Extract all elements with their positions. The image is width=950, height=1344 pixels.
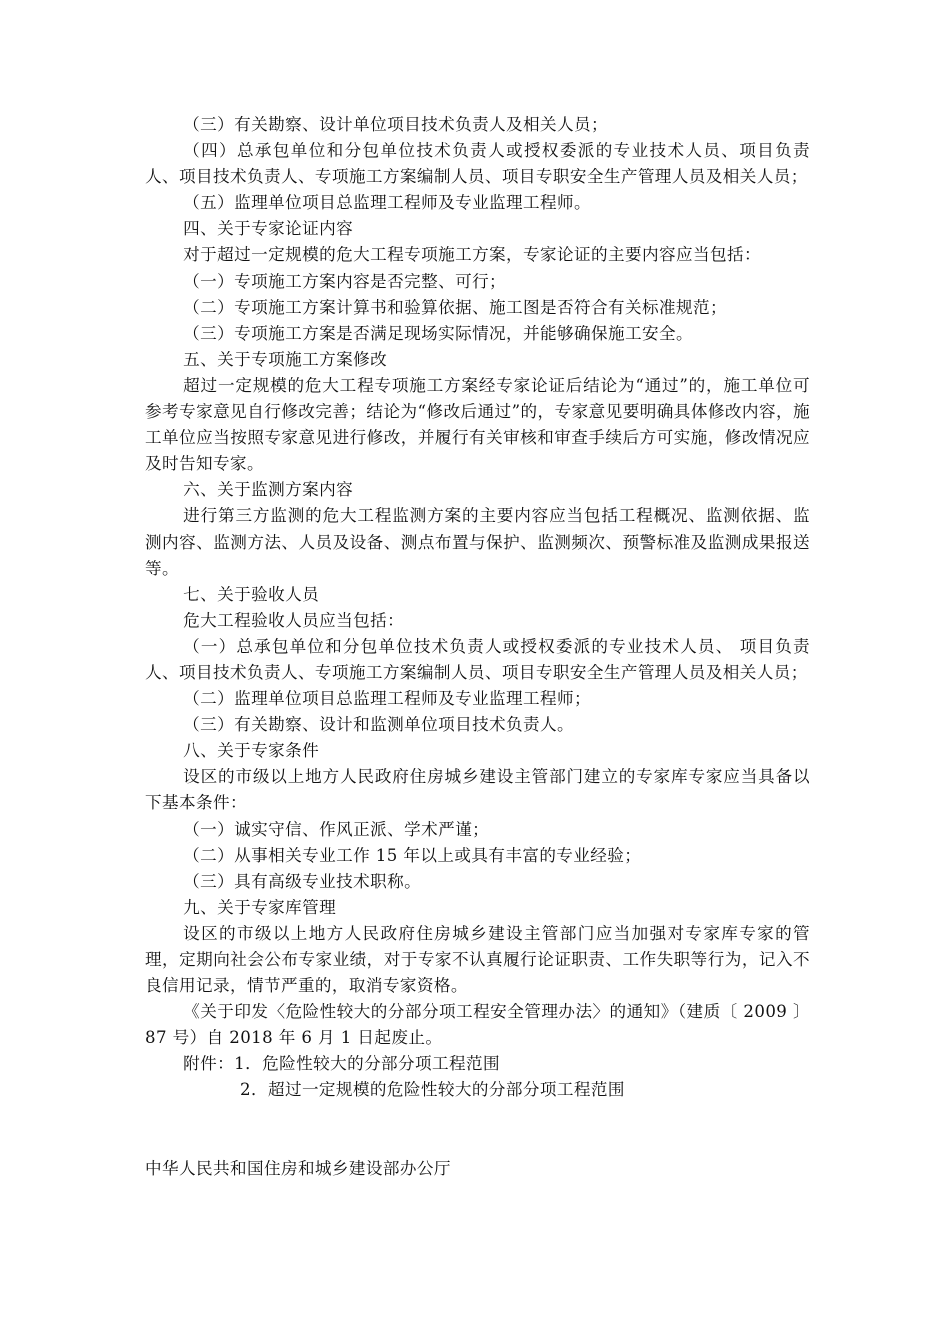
section-heading-8: 八、关于专家条件 bbox=[183, 741, 320, 761]
paragraph-acceptance-intro: 危大工程验收人员应当包括： bbox=[183, 610, 405, 630]
paragraph-repeal-notice: 《关于印发〈危险性较大的分部分项工程安全管理办法〉的通知》（建质〔 2009 〕87 号）自 2018 年 6 月 1 日起废止。 bbox=[145, 1002, 810, 1048]
document-body bbox=[145, 112, 810, 1182]
paragraph-acceptance-item-3: （三）有关勘察、设计和监测单位项目技术负责人。 bbox=[183, 715, 575, 735]
paragraph-participant-5: （五）监理单位项目总监理工程师及专业监理工程师。 bbox=[183, 193, 592, 213]
paragraph-review-content-intro: 对于超过一定规模的危大工程专项施工方案，专家论证的主要内容应当包括： bbox=[183, 245, 761, 265]
paragraph-plan-revision: 超过一定规模的危大工程专项施工方案经专家论证后结论为“通过”的，施工单位可参考专家意见自行修改完善；结论为“修改后通过”的，专家意见要明确具体修改内容，施工单位应当按照专家意见进行修改，并履行有关审核和审查手续后方可实施，修改情况应及时告知专家。 bbox=[145, 375, 810, 474]
paragraph-expert-condition-1: （一）诚实守信、作风正派、学术严谨； bbox=[183, 819, 490, 839]
paragraph-review-item-3: （三）专项施工方案是否满足现场实际情况，并能够确保施工安全。 bbox=[183, 323, 693, 343]
paragraph-acceptance-item-1: （一）总承包单位和分包单位技术负责人或授权委派的专业技术人员、 项目负责人、项目技术负责人、专项施工方案编制人员、项目专职安全生产管理人员及相关人员； bbox=[145, 636, 810, 682]
signature-spacer bbox=[145, 1104, 810, 1156]
section-heading-4: 四、关于专家论证内容 bbox=[183, 219, 354, 239]
attachment-item-1: 附件：1．危险性较大的分部分项工程范围 bbox=[183, 1054, 501, 1074]
paragraph-expert-conditions-intro: 设区的市级以上地方人民政府住房城乡建设主管部门建立的专家库专家应当具备以下基本条件： bbox=[145, 767, 810, 813]
paragraph-review-item-1: （一）专项施工方案内容是否完整、可行； bbox=[183, 271, 507, 291]
paragraph-acceptance-item-2: （二）监理单位项目总监理工程师及专业监理工程师； bbox=[183, 689, 592, 709]
paragraph-participant-4: （四）总承包单位和分包单位技术负责人或授权委派的专业技术人员、项目负责人、项目技术负责人、专项施工方案编制人员、项目专职安全生产管理人员及相关人员； bbox=[145, 141, 810, 187]
paragraph-expert-library-management: 设区的市级以上地方人民政府住房城乡建设主管部门应当加强对专家库专家的管理，定期向社会公布专家业绩，对于专家不认真履行论证职责、工作失职等行为，记入不良信用记录，情节严重的，取消专家资格。 bbox=[145, 923, 810, 996]
paragraph-participant-3: （三）有关勘察、设计单位项目技术负责人及相关人员； bbox=[183, 115, 609, 134]
section-heading-9: 九、关于专家库管理 bbox=[183, 897, 337, 917]
section-heading-5: 五、关于专项施工方案修改 bbox=[183, 349, 388, 369]
attachment-item-2: 2．超过一定规模的危险性较大的分部分项工程范围 bbox=[240, 1080, 625, 1100]
paragraph-monitoring-plan: 进行第三方监测的危大工程监测方案的主要内容应当包括工程概况、监测依据、监测内容、监测方法、人员及设备、测点布置与保护、监测频次、预警标准及监测成果报送等。 bbox=[145, 506, 810, 578]
section-heading-7: 七、关于验收人员 bbox=[183, 584, 320, 604]
paragraph-expert-condition-2: （二）从事相关专业工作 15 年以上或具有丰富的专业经验； bbox=[183, 845, 642, 865]
paragraph-review-item-2: （二）专项施工方案计算书和验算依据、施工图是否符合有关标准规范； bbox=[183, 297, 727, 317]
section-heading-6: 六、关于监测方案内容 bbox=[183, 480, 354, 500]
paragraph-expert-condition-3: （三）具有高级专业技术职称。 bbox=[183, 871, 422, 891]
issuing-office-signature: 中华人民共和国住房和城乡建设部办公厅 bbox=[145, 1158, 451, 1178]
